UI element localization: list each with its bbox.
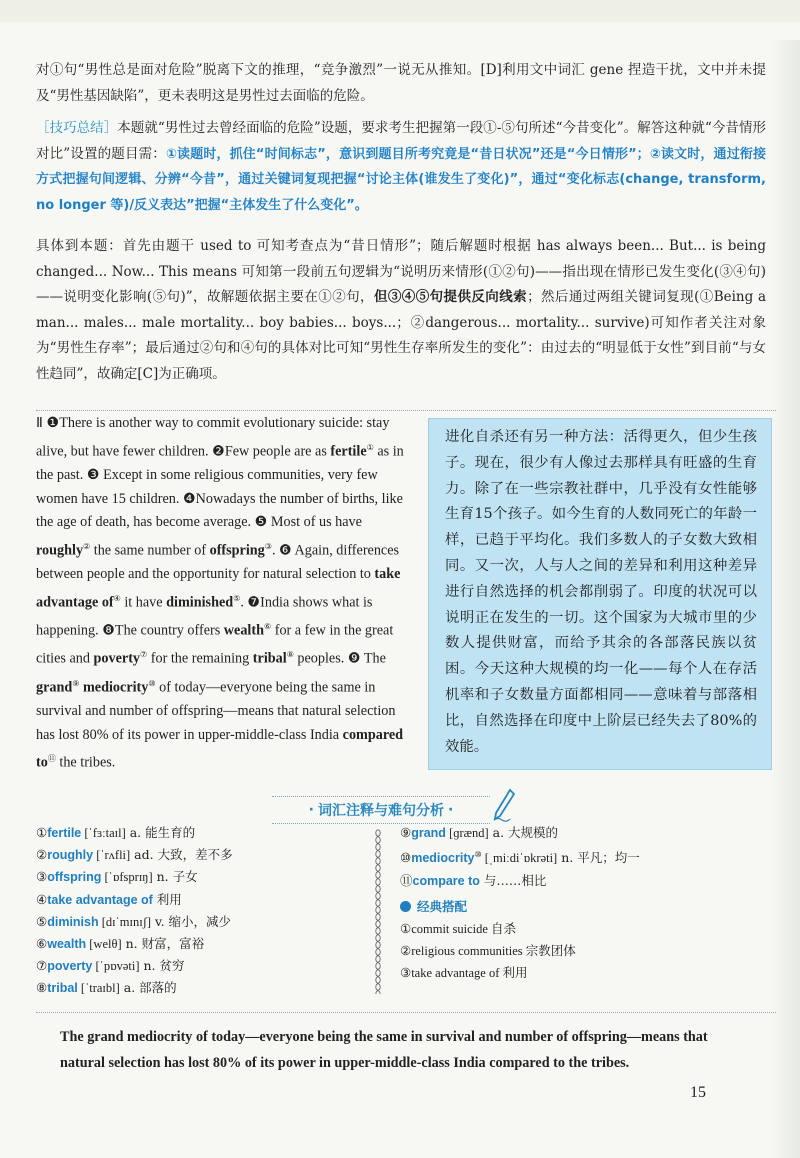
footnote-mark: ⑤ — [233, 593, 241, 603]
chain-link — [376, 956, 380, 962]
chain-link — [376, 942, 380, 948]
tip-steps: ①读题时，抓住“时间标志”，意识到题目所考究竟是“昔日状况”还是“今日情形”；②读文时，通过衔接方式把握句间逻辑、分辨“今昔”，通过关键词复现把握“讨论主体(谁发生了变化)”，通过“变化标志(change, transform, no longer 等)/反义表达”把握“主体发生了什么变化”。 — [36, 146, 766, 213]
vocab-entry — [36, 911, 366, 933]
footnote-mark: ⑥ — [264, 621, 272, 631]
chain-link — [376, 830, 380, 836]
title-dot-left: · — [308, 802, 314, 818]
sentence-6: ❻ Again, differences between people and the opportunity for natural selection to — [36, 542, 400, 583]
vocab-number: ⑤ — [36, 913, 48, 929]
chain-link — [376, 907, 380, 913]
page-number: 15 — [690, 1084, 706, 1101]
vocab-word: tribal — [47, 981, 78, 996]
vocab-phonetic: [ɡrænd] — [445, 826, 489, 840]
vocab-word: fertile — [330, 443, 367, 460]
footnote-mark: ⑪ — [47, 754, 56, 764]
sentence-9-mid: of today—everyone being the same in survival and number of offspring—means that natural selection has lost 80% of its power in upper-middle-class India — [36, 679, 396, 743]
chain-divider — [373, 828, 383, 994]
collocation-item: ③take advantage of 利用 — [400, 966, 528, 981]
vocab-phonetic: [ˈfɜːtaɪl] — [81, 826, 126, 840]
vocab-phonetic: [ˈpɒvəti] — [92, 959, 140, 974]
analysis-text-a: 具体到本题：首先由题干 used to 可知考查点为“昔日情形”；随后解题时根据 has always been... But... is being changed... Now... This means 可知第一段前五句逻辑为“说明历来情形(①②句)——指出现在情形已发生变化(③④句)——说明变化影响(⑤句)”，故解题依据主要在①②句， — [36, 238, 766, 305]
vocab-definition: v. 缩小，减少 — [151, 913, 232, 929]
chain-link — [376, 977, 380, 983]
page-edge-shade — [770, 40, 800, 1158]
analysis-text-b: ；然后通过两组关键词复现(①Being a man... males... male mortality... boy babies... boys...；②dangerous... mortality... survive)可知作者关注对象为“男性生存率”；最后通过②句和④句的具体对比可知“男性生存率所发生的变化”：由过去的“明显低于女性”到目前“与女性趋同”，故确定[C]为正确项。 — [36, 289, 767, 382]
chain-link — [376, 984, 380, 990]
sentence-5-end: . — [271, 542, 280, 559]
collocation-item: ②religious communities 宗教团体 — [400, 944, 576, 959]
difficult-sentence: The grand mediocrity of today—everyone being the same in survival and number of offspring—means that natural selection has lost 80% of its power in upper-middle-class India compared to the tribes. — [60, 1029, 708, 1071]
vocab-word: take advantage of — [47, 892, 153, 907]
sentence-9: ❾ The — [347, 651, 386, 668]
analysis-bold: 但③④⑤句提供反向线索 — [373, 289, 528, 305]
footnote-mark: ⑧ — [286, 650, 294, 660]
tip-tag: ［技巧总结］ — [36, 120, 118, 136]
sentence-3: ❸ Except in some religious communities, very few women have 15 children. — [36, 466, 378, 507]
vocab-phonetic: [ˈɒfsprɪŋ] — [101, 870, 153, 885]
vocab-definition: a. 能生育的 — [125, 825, 196, 840]
vocab-number: ④ — [36, 891, 48, 907]
sentence-8-end: peoples. — [293, 651, 348, 668]
vocab-word: tribal — [252, 651, 287, 668]
footnote-mark: ⑨ — [72, 678, 80, 688]
footnote-mark: ① — [366, 442, 374, 452]
vocab-word: mediocrity — [82, 679, 149, 696]
footnote-mark: ⑦ — [140, 650, 148, 660]
vocab-word: offspring — [209, 542, 265, 559]
vocab-word: compared to — [36, 726, 404, 771]
chain-link — [376, 921, 380, 927]
vocab-definition: n. 平凡；均一 — [557, 850, 640, 866]
vocab-word: compare to — [412, 873, 480, 888]
sentence-6-end: . — [240, 594, 248, 611]
chain-link — [376, 991, 380, 994]
vocab-entry — [400, 844, 740, 869]
top-margin — [0, 0, 800, 22]
vocab-definition: n. 财富，富裕 — [121, 936, 205, 952]
sentence-6-mid: it have — [120, 594, 167, 611]
chinese-translation-box — [428, 418, 772, 770]
chain-link — [376, 970, 380, 976]
footnote-mark: ③ — [264, 541, 272, 551]
chain-link — [376, 893, 380, 899]
vocab-number: ② — [36, 847, 48, 863]
analysis-paragraph-1 — [36, 58, 766, 109]
vocab-word: diminished — [166, 594, 234, 611]
vocab-entry — [36, 977, 366, 999]
vocab-phonetic: [welθ] — [86, 937, 122, 952]
vocab-entry — [36, 889, 366, 911]
vocab-word: diminish — [47, 914, 99, 929]
collocation-title-text: 经典搭配 — [417, 898, 468, 914]
vocab-word: grand — [36, 679, 73, 696]
chinese-translation: 进化自杀还有另一种方法：活得更久，但少生孩子。现在，很少有人像过去那样具有旺盛的生育力。除了在一些宗教社群中，几乎没有女性能够生育15个孩子。如今生育的人数同死亡的年龄一样，已趋于平均化。我们多数人的子女数大致相同。又一次，人与人之间的差异和利用这种差异进行自然选择的机会都削弱了。印度的状况可以说明正在发生的一切。这个国家为大城市里的少数人提供财富，而给予其余的各部落民族以贫困。今天这种大规模的均一化——每个人在存活机率和子女数量方面都相同——意味着与部落相比，自然选择在印度中上阶层已经失去了80%的效能。 — [445, 429, 757, 755]
section-number: Ⅱ — [36, 415, 43, 431]
vocab-definition: n. 子女 — [152, 869, 198, 885]
footnote-mark: ④ — [113, 593, 121, 603]
bullet-icon — [400, 901, 411, 912]
vocab-word: grand — [411, 826, 446, 840]
vocab-word: take advantage of — [36, 566, 401, 611]
vocab-word: roughly — [47, 848, 94, 863]
vocab-number: ① — [36, 825, 48, 840]
chain-link — [376, 900, 380, 906]
vocab-definition: a. 部落的 — [119, 980, 177, 996]
footnote-mark: ② — [83, 541, 91, 551]
sentence-5: ❺ Most of us have — [254, 514, 362, 531]
vocab-number: ⑧ — [36, 980, 48, 996]
sentence-8-mid: for a few in the great cities and — [36, 622, 394, 668]
vocab-word: poverty — [47, 959, 93, 974]
chain-link — [376, 837, 380, 843]
chain-link — [376, 949, 380, 955]
vocab-entry — [400, 870, 740, 892]
chain-link — [376, 844, 380, 850]
vocab-phonetic: [ˈrʌfli] — [93, 848, 131, 863]
english-passage — [36, 412, 416, 775]
footnote-mark: ⑩ — [148, 678, 156, 688]
sentence-5-mid: the same number of — [90, 542, 210, 559]
vocab-number: ⑦ — [36, 958, 48, 974]
vocab-title-text: 词汇注释与难句分析 — [318, 803, 444, 819]
vocab-number: ⑪ — [400, 872, 413, 888]
vocab-word: roughly — [36, 542, 84, 559]
tip-summary-paragraph — [36, 116, 766, 218]
vocab-word: wealth — [47, 937, 87, 952]
sentence-8-mid2: for the remaining — [147, 651, 253, 668]
pen-icon — [492, 788, 516, 822]
chain-link — [376, 963, 380, 969]
sentence-7: ❼India shows what is happening. — [36, 594, 373, 639]
vocab-entry — [400, 822, 740, 844]
vocab-phonetic: [ˌmiːdiˈɒkrəti] — [481, 851, 558, 866]
sentence-8: ❽The country offers — [102, 622, 224, 639]
title-dot-right: · — [448, 802, 454, 818]
vocab-entry — [36, 933, 366, 955]
vocab-word: mediocrity — [411, 851, 475, 866]
vocab-word: fertile — [47, 826, 82, 840]
vocab-definition: 与……相比 — [479, 872, 547, 888]
chain-link — [376, 879, 380, 885]
vocab-entry — [36, 955, 366, 977]
vocab-word: offspring — [47, 870, 102, 885]
vocab-phonetic: [dɪˈmɪnɪʃ] — [98, 914, 152, 929]
vocab-definition: a. 大规模的 — [488, 825, 559, 840]
vocab-sup: ⑩ — [474, 850, 482, 860]
sentence-9-end: the tribes. — [59, 754, 116, 771]
section-divider-bottom — [36, 1012, 776, 1013]
vocab-number: ⑩ — [400, 850, 412, 866]
vocab-entry — [36, 844, 366, 866]
vocab-number: ⑨ — [400, 825, 412, 840]
vocab-definition: ad. 大致，差不多 — [130, 847, 233, 863]
collocation-title — [400, 896, 740, 918]
vocab-number: ③ — [36, 869, 48, 885]
sentence-4: ❹Nowadays the number of births, like the age of death, has become average. — [36, 490, 403, 531]
chain-link — [376, 865, 380, 871]
vocab-section-title — [272, 796, 490, 824]
chain-link — [376, 858, 380, 864]
analysis-paragraph-3 — [36, 234, 766, 387]
tip-intro: 本题就“男性过去曾经面临的危险”设题，要求考生把握第一段①-⑤句所述“今昔变化”。解答这种就“今昔情形对比”设置的题目需： — [36, 120, 766, 162]
analysis-text: 对①句“男性总是面对危险”脱离下文的推理，“竞争激烈”一说无从推知。[D]利用文中词汇 gene 捏造干扰，文中并未提及“男性基因缺陷”，更未表明这是男性过去面临的危险。 — [36, 62, 766, 104]
collocation-item: ①commit suicide 自杀 — [400, 921, 517, 936]
chain-link — [376, 872, 380, 878]
chain-link — [376, 914, 380, 920]
section-divider — [36, 410, 776, 411]
vocab-phonetic: [ˈtraɪbl] — [77, 981, 120, 996]
chain-link — [376, 928, 380, 934]
vocab-definition: 利用 — [152, 891, 182, 907]
vocab-word: poverty — [93, 651, 141, 668]
vocab-list-right — [400, 822, 740, 985]
vocab-entry — [36, 822, 366, 844]
vocab-definition: n. 贫穷 — [139, 958, 185, 974]
vocab-number: ⑥ — [36, 936, 48, 952]
vocab-word: wealth — [223, 622, 264, 639]
chain-link — [376, 851, 380, 857]
vocab-entry — [36, 866, 366, 888]
vocab-list-left — [36, 822, 366, 1000]
sentence-2-end: as in the past. — [36, 443, 404, 483]
chain-link — [376, 935, 380, 941]
sentence-2: ❷Few people are as — [212, 443, 331, 460]
chain-link — [376, 886, 380, 892]
sentence-1: ❶There is another way to commit evolutionary suicide: stay alive, but have fewer children. — [36, 415, 390, 460]
